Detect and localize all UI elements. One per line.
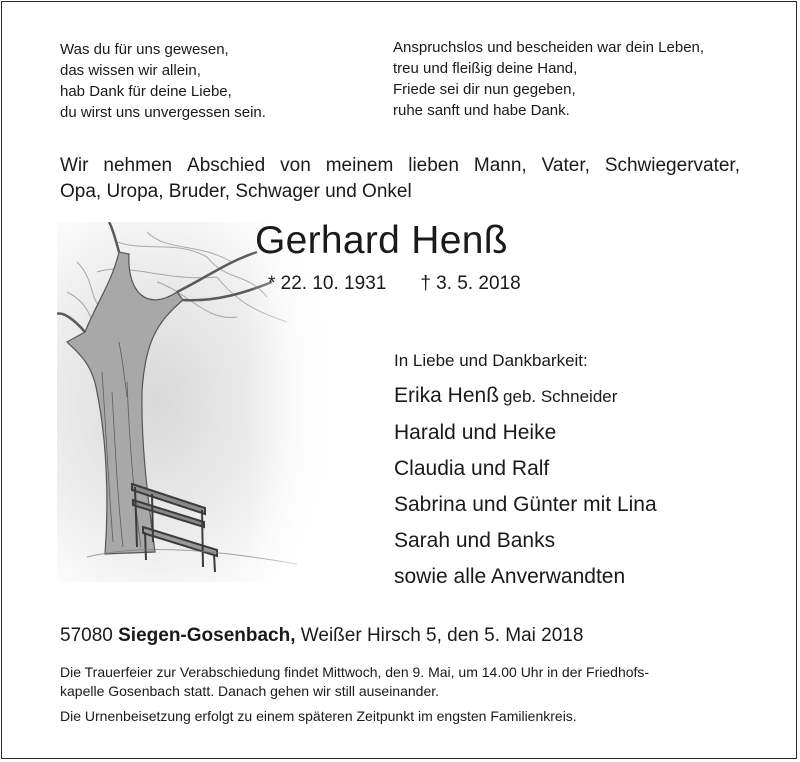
funeral-text-line: Die Trauerfeier zur Verabschiedung findet Mittwoch, den 9. Mai, um 14.00 Uhr in der Friedhofs- — [60, 664, 650, 680]
poem-line: Anspruchslos und bescheiden war dein Leben, — [393, 39, 705, 56]
deceased-name: Gerhard Henß — [255, 219, 508, 262]
urn-burial-text: Die Urnenbeisetzung erfolgt zu einem späteren Zeitpunkt im engsten Familienkreis. — [60, 708, 577, 724]
farewell-intro — [60, 153, 740, 205]
mourner-entry: Sarah und Banks — [394, 529, 556, 552]
funeral-information — [60, 663, 760, 726]
poem-left — [60, 39, 266, 123]
poem-line: Was du für uns gewesen, — [60, 41, 229, 58]
intro-word: Schwiegervater, — [604, 155, 740, 176]
intro-word: Abschied — [187, 155, 266, 176]
mourners-list — [394, 350, 657, 595]
place-name: Siegen-Gosenbach, — [118, 625, 296, 646]
poem-line: ruhe sanft und habe Dank. — [393, 102, 570, 119]
birth-date: * 22. 10. 1931 — [268, 273, 387, 294]
mourner-name: Erika Henß — [394, 384, 500, 407]
life-dates — [268, 272, 521, 296]
mourner-entry: sowie alle Anverwandten — [394, 565, 626, 588]
funeral-text-line: kapelle Gosenbach statt. Danach gehen wir still auseinander. — [60, 683, 440, 699]
address-line — [60, 624, 583, 648]
intro-word: lieben — [408, 155, 459, 176]
intro-word: Vater, — [541, 155, 590, 176]
intro-word: nehmen — [103, 155, 173, 176]
maiden-name-note: geb. Schneider — [503, 387, 618, 406]
street-and-date: Weißer Hirsch 5, den 5. Mai 2018 — [300, 625, 584, 646]
poem-line: treu und fleißig deine Hand, — [393, 60, 578, 77]
mourner-entry: Claudia und Ralf — [394, 457, 550, 480]
poem-right — [393, 37, 704, 121]
mourner-entry: Sabrina und Günter mit Lina — [394, 493, 657, 516]
farewell-intro-line — [60, 153, 740, 179]
intro-word: Wir — [60, 155, 89, 176]
postal-code: 57080 — [60, 625, 113, 646]
poem-line: du wirst uns unvergessen sein. — [60, 104, 266, 121]
intro-word: Mann, — [473, 155, 527, 176]
poem-line: Friede sei dir nun gegeben, — [393, 81, 576, 98]
intro-word: meinem — [325, 155, 394, 176]
death-date: † 3. 5. 2018 — [420, 273, 521, 294]
farewell-intro-line: Opa, Uropa, Bruder, Schwager und Onkel — [60, 181, 412, 202]
mourners-heading: In Liebe und Dankbarkeit: — [394, 351, 588, 370]
intro-word: von — [280, 155, 311, 176]
mourner-entry: Harald und Heike — [394, 421, 557, 444]
poem-line: hab Dank für deine Liebe, — [60, 83, 232, 100]
mourner-entry — [394, 378, 657, 415]
poem-line: das wissen wir allein, — [60, 62, 201, 79]
